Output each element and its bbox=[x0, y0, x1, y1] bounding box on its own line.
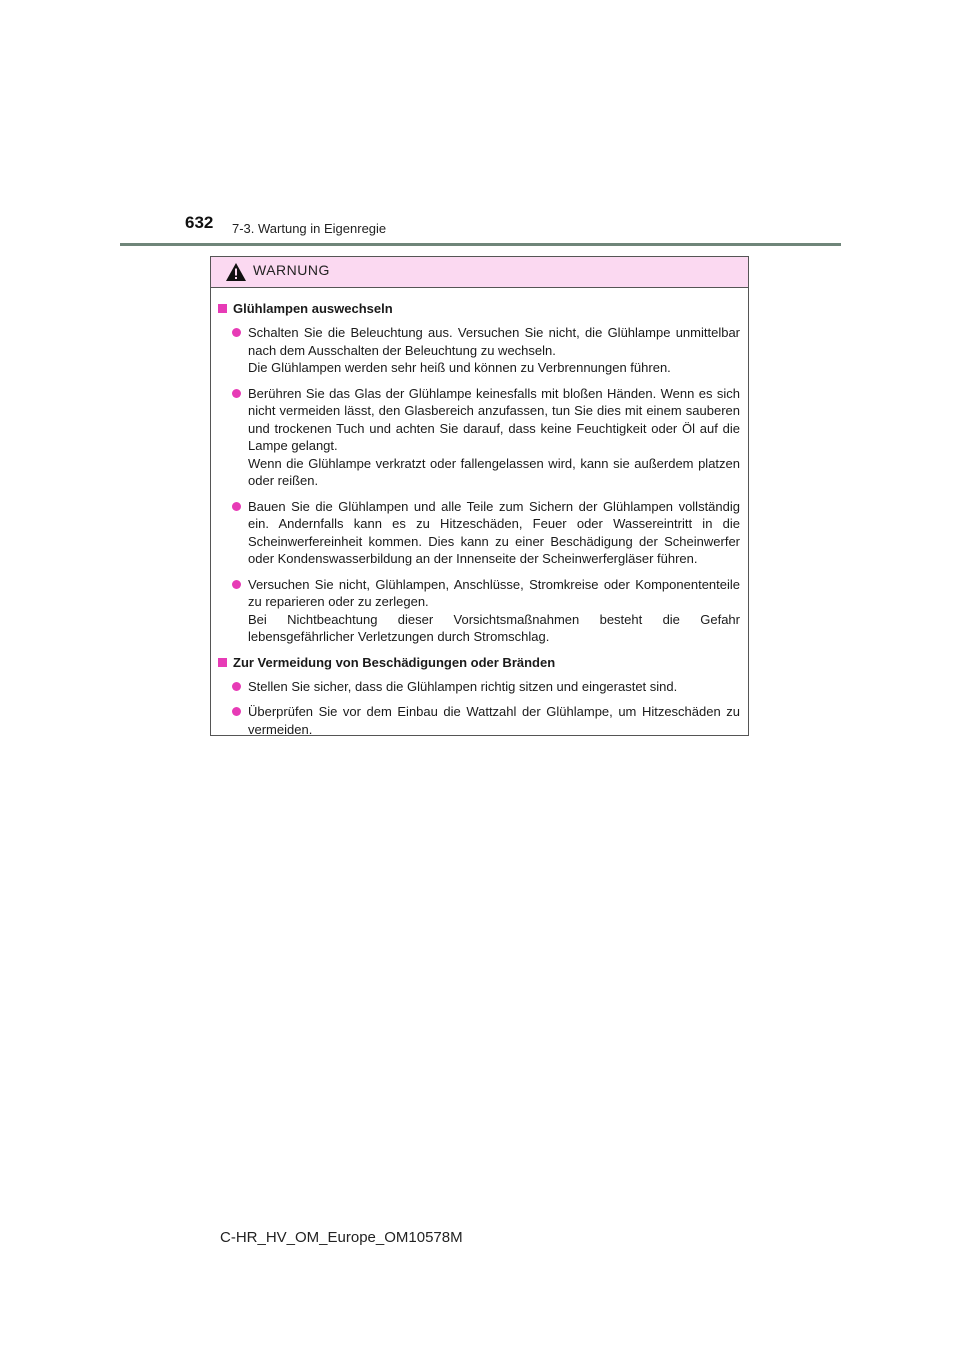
warning-box bbox=[210, 256, 749, 736]
list-item bbox=[230, 678, 740, 696]
section-heading-text: Zur Vermeidung von Beschädigungen oder Bränden bbox=[233, 654, 556, 670]
item-paragraph: Wenn die Glühlampe verkratzt oder fallengelassen wird, kann sie außerdem platzen oder reißen. bbox=[248, 455, 740, 488]
warning-label: WARNUNG bbox=[253, 262, 330, 278]
item-paragraph: Bei Nichtbeachtung dieser Vorsichtsmaßnahmen besteht die Gefahr lebensgefährlicher Verletzungen durch Stromschlag. bbox=[248, 611, 740, 644]
list-item bbox=[230, 498, 740, 568]
list-item bbox=[230, 385, 740, 490]
section-heading bbox=[217, 300, 740, 318]
item-paragraph: Bauen Sie die Glühlampen und alle Teile zum Sichern der Glühlampen vollständig ein. Andernfalls kann es zu Hitzeschäden, Feuer oder Wassereintritt in die Scheinwerfereinheit kommen. Dies kann zu einer Beschädigung der Scheinwerfer oder Kondenswasserbildung an der Innenseite der Scheinwerfergläser führen. bbox=[248, 498, 740, 566]
item-paragraph: Die Glühlampen werden sehr heiß und können zu Verbrennungen führen. bbox=[248, 360, 671, 375]
round-bullet-icon bbox=[232, 580, 241, 589]
page-number: 632 bbox=[185, 213, 214, 232]
section-title: 7-3. Wartung in Eigenregie bbox=[232, 221, 387, 236]
square-bullet-icon bbox=[218, 658, 227, 667]
warning-body bbox=[211, 288, 748, 738]
document-code: C-HR_HV_OM_Europe_OM10578M bbox=[220, 1229, 463, 1246]
item-paragraph: Berühren Sie das Glas der Glühlampe keinesfalls mit bloßen Händen. Wenn es sich nicht vermeiden lässt, den Glasbereich anzufassen, tun Sie dies mit einem sauberen und trockenen Tuch und achten Sie darauf, dass keine Feuchtigkeit oder Öl auf die Lampe gelangt. bbox=[248, 385, 740, 453]
section-heading-text: Glühlampen auswechseln bbox=[233, 301, 393, 316]
warning-header bbox=[211, 257, 748, 288]
header-divider bbox=[120, 243, 841, 246]
round-bullet-icon bbox=[232, 502, 241, 511]
list-item bbox=[230, 324, 740, 377]
item-paragraph: Überprüfen Sie vor dem Einbau die Wattzahl der Glühlampe, um Hitzeschäden zu vermeiden. bbox=[248, 704, 740, 737]
round-bullet-icon bbox=[232, 389, 241, 398]
item-paragraph: Schalten Sie die Beleuchtung aus. Versuchen Sie nicht, die Glühlampe unmittelbar nach dem Ausschalten der Beleuchtung zu wechseln. bbox=[248, 325, 740, 358]
section-heading bbox=[217, 654, 740, 672]
list-item bbox=[230, 703, 740, 738]
warning-triangle-icon bbox=[225, 262, 247, 282]
square-bullet-icon bbox=[218, 304, 227, 313]
round-bullet-icon bbox=[232, 328, 241, 337]
item-paragraph: Versuchen Sie nicht, Glühlampen, Anschlüsse, Stromkreise oder Komponententeile zu reparieren oder zu zerlegen. bbox=[248, 576, 740, 609]
round-bullet-icon bbox=[232, 707, 241, 716]
list-item bbox=[230, 576, 740, 646]
item-paragraph: Stellen Sie sicher, dass die Glühlampen richtig sitzen und eingerastet sind. bbox=[248, 678, 678, 694]
round-bullet-icon bbox=[232, 682, 241, 691]
